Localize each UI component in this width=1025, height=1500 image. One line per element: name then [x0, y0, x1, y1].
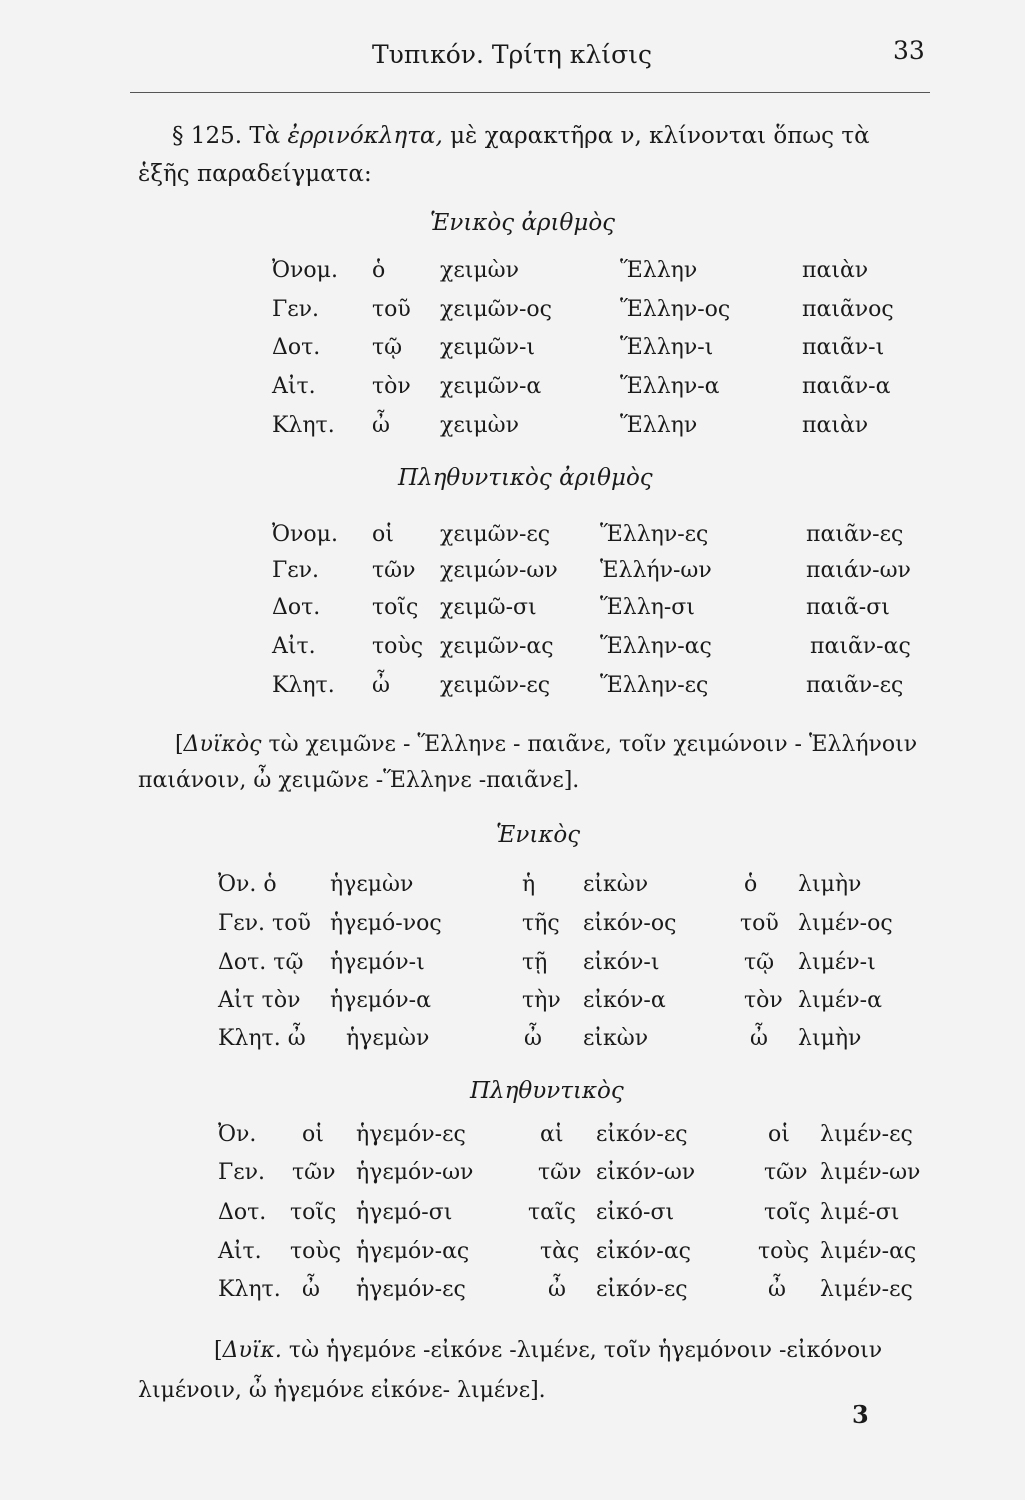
- case-label: Γεν.: [272, 558, 320, 583]
- form-cheimon: χειμὼν: [440, 413, 519, 438]
- intro-term: ἐρρινόκλητα,: [287, 123, 443, 149]
- form-paian: παιὰν: [802, 413, 869, 438]
- form-paian: παιᾶν-α: [802, 374, 891, 399]
- running-title: Τυπικόν. Τρίτη κλίσις: [372, 40, 652, 69]
- article-2: ταῖς: [528, 1200, 576, 1225]
- article: τῷ: [372, 335, 403, 360]
- article-2: τὴν: [522, 988, 561, 1013]
- form-limen: λιμέν-ες: [820, 1277, 913, 1302]
- case-label: Κλητ.: [218, 1277, 281, 1302]
- block2-dual-line-2: λιμένοιν, ὦ ἡγεμόνε εἰκόνε- λιμένε].: [138, 1378, 546, 1403]
- form-eikon: εἰκό-σι: [596, 1200, 675, 1225]
- form-hegemon: ἡγεμόν-ων: [356, 1160, 474, 1185]
- article: τὸν: [372, 374, 411, 399]
- article-2: ὦ: [548, 1277, 566, 1302]
- block2-plural-title: Πληθυντικὸς: [470, 1078, 624, 1104]
- form-paian: παιᾶν-ες: [806, 673, 904, 698]
- form-hellen: Ἑλλήν-ων: [600, 558, 712, 583]
- article-3: τὸν: [744, 988, 783, 1013]
- form-limen: λιμὴν: [798, 872, 862, 897]
- intro-text-before: Τὰ: [249, 123, 288, 149]
- form-eikon: εἰκόν-ων: [596, 1160, 696, 1185]
- article: τοῖς: [372, 595, 419, 620]
- case-article: Ὀν. ὁ: [218, 872, 277, 897]
- article-3: τοὺς: [758, 1239, 810, 1264]
- article-2: τῆς: [522, 911, 560, 936]
- form-eikon: εἰκόν-α: [583, 988, 666, 1013]
- form-cheimon: χειμῶν-ι: [440, 335, 536, 360]
- form-cheimon: χειμῶν-ες: [440, 522, 551, 547]
- form-eikon: εἰκόν-ες: [596, 1277, 688, 1302]
- case-article: Γεν. τοῦ: [218, 911, 311, 936]
- article: ὦ: [302, 1277, 320, 1302]
- article: ὁ: [372, 258, 386, 283]
- article-3: τοῦ: [740, 911, 779, 936]
- form-limen: λιμέν-ι: [798, 950, 876, 975]
- section-mark: § 125.: [172, 123, 243, 149]
- case-article: Δοτ. τῷ: [218, 950, 304, 975]
- article-2: αἱ: [540, 1122, 564, 1147]
- article-3: τῶν: [764, 1160, 808, 1185]
- form-hellen: Ἕλλην-ος: [620, 297, 731, 322]
- article-3: τῷ: [744, 950, 775, 975]
- dual-text: τὼ ἡγεμόνε -εἰκόνε -λιμένε, τοῖν ἡγεμόνοιν -εἰκόνοιν: [281, 1338, 883, 1363]
- form-eikon: εἰκόν-ος: [583, 911, 677, 936]
- form-hegemon: ἡγεμόν-ες: [356, 1277, 466, 1302]
- form-cheimon: χειμῶν-α: [440, 374, 542, 399]
- block1-plural-title: Πληθυντικὸς ἀριθμὸς: [398, 465, 653, 491]
- form-hegemon: ἡγεμὼν: [330, 872, 414, 897]
- form-hegemon: ἡγεμό-νος: [330, 911, 442, 936]
- form-hellen: Ἕλλην: [620, 413, 698, 438]
- form-hellen: Ἕλλη-σι: [600, 595, 695, 620]
- case-label: Αἰτ.: [272, 634, 316, 659]
- article-2: τὰς: [540, 1239, 580, 1264]
- form-limen: λιμέν-ας: [820, 1239, 917, 1264]
- form-eikon: εἰκόν-ας: [596, 1239, 692, 1264]
- header-rule: [130, 92, 930, 93]
- case-label: Ὀνομ.: [272, 522, 338, 547]
- form-hegemon: ἡγεμόν-ας: [356, 1239, 470, 1264]
- form-limen: λιμέ-σι: [820, 1200, 900, 1225]
- case-label: Δοτ.: [218, 1200, 267, 1225]
- case-label: Ὀνομ.: [272, 258, 338, 283]
- case-label: Κλητ.: [272, 413, 335, 438]
- article: ὦ: [372, 673, 390, 698]
- form-hellen: Ἕλλην-ι: [620, 335, 714, 360]
- page-number: 33: [893, 36, 925, 65]
- form-limen: λιμέν-ος: [798, 911, 893, 936]
- block2-dual-line-1: [Δυϊκ. τὼ ἡγεμόνε -εἰκόνε -λιμένε, τοῖν ἡγεμόνοιν -εἰκόνοιν: [214, 1338, 883, 1363]
- block1-dual-line-1: [Δυϊκὸς τὼ χειμῶνε - Ἕλληνε - παιᾶνε, τοῖν χειμώνοιν - Ἑλλήνοιν: [175, 732, 918, 757]
- article: τοῖς: [290, 1200, 337, 1225]
- form-paian: παιάν-ων: [806, 558, 911, 583]
- article: ὦ: [372, 413, 390, 438]
- intro-line-1: [172, 118, 870, 154]
- article-2: ὦ: [524, 1026, 542, 1051]
- form-limen: λιμέν-α: [798, 988, 882, 1013]
- case-article: Αἰτ τὸν: [218, 988, 301, 1013]
- form-cheimon: χειμῶν-ος: [440, 297, 552, 322]
- form-paian: παιᾶν-ες: [806, 522, 904, 547]
- form-paian: παιὰν: [802, 258, 869, 283]
- article-3: ὁ: [744, 872, 758, 897]
- form-hegemon: ἡγεμόν-ες: [356, 1122, 466, 1147]
- block1-singular-title: Ἑνικὸς ἀριθμὸς: [430, 210, 616, 236]
- form-cheimon: χειμῶν-ας: [440, 634, 554, 659]
- case-article: Κλητ. ὦ: [218, 1026, 306, 1051]
- case-label: Δοτ.: [272, 335, 321, 360]
- form-paian: παιᾶν-ας: [810, 634, 911, 659]
- form-limen: λιμέν-ων: [820, 1160, 921, 1185]
- form-limen: λιμέν-ες: [820, 1122, 913, 1147]
- article-3: ὦ: [768, 1277, 786, 1302]
- form-eikon: εἰκὼν: [583, 1026, 649, 1051]
- form-eikon: εἰκόν-ες: [596, 1122, 688, 1147]
- form-paian: παιᾶνος: [802, 297, 894, 322]
- form-paian: παιᾶ-σι: [806, 595, 890, 620]
- form-cheimon: χειμῶν-ες: [440, 673, 551, 698]
- form-hellen: Ἕλλην-ες: [600, 522, 709, 547]
- article-2: ἡ: [522, 872, 536, 897]
- intro-line-2: ἑξῆς παραδείγματα:: [138, 161, 372, 187]
- form-hellen: Ἕλλην: [620, 258, 698, 283]
- article-2: τῇ: [522, 950, 548, 975]
- case-label: Ὀν.: [218, 1122, 257, 1147]
- form-eikon: εἰκόν-ι: [583, 950, 660, 975]
- article: τῶν: [372, 558, 416, 583]
- case-label: Αἰτ.: [272, 374, 316, 399]
- case-label: Γεν.: [272, 297, 320, 322]
- intro-text-after: μὲ χαρακτῆρα ν, κλίνονται ὅπως τὰ: [442, 123, 870, 149]
- article-3: οἱ: [768, 1122, 790, 1147]
- article: τοὺς: [290, 1239, 342, 1264]
- case-label: Κλητ.: [272, 673, 335, 698]
- article: τοὺς: [372, 634, 424, 659]
- dual-label: Δυϊκὸς: [183, 732, 262, 757]
- form-hegemon: ἡγεμὼν: [346, 1026, 430, 1051]
- article-3: τοῖς: [764, 1200, 811, 1225]
- form-hegemon: ἡγεμό-σι: [356, 1200, 453, 1225]
- block2-singular-title: Ἑνικὸς: [496, 822, 581, 848]
- form-hegemon: ἡγεμόν-α: [330, 988, 431, 1013]
- form-cheimon: χειμών-ων: [440, 558, 558, 583]
- article-3: ὦ: [750, 1026, 768, 1051]
- form-cheimon: χειμῶ-σι: [440, 595, 537, 620]
- article: οἱ: [372, 522, 394, 547]
- case-label: Αἰτ.: [218, 1239, 262, 1264]
- form-hegemon: ἡγεμόν-ι: [330, 950, 425, 975]
- form-limen: λιμὴν: [798, 1026, 862, 1051]
- form-paian: παιᾶν-ι: [802, 335, 885, 360]
- article-2: τῶν: [538, 1160, 582, 1185]
- form-hellen: Ἕλλην-α: [620, 374, 720, 399]
- article: τοῦ: [372, 297, 411, 322]
- article: τῶν: [292, 1160, 336, 1185]
- signature-mark: 3: [852, 1400, 869, 1429]
- dual-label: Δυϊκ.: [222, 1338, 282, 1363]
- form-eikon: εἰκὼν: [583, 872, 649, 897]
- case-label: Δοτ.: [272, 595, 321, 620]
- block1-dual-line-2: παιάνοιν, ὦ χειμῶνε -Ἕλληνε -παιᾶνε].: [138, 768, 580, 793]
- form-hellen: Ἕλλην-ες: [600, 673, 709, 698]
- article: οἱ: [302, 1122, 324, 1147]
- case-label: Γεν.: [218, 1160, 266, 1185]
- dual-text: τὼ χειμῶνε - Ἕλληνε - παιᾶνε, τοῖν χειμώνοιν - Ἑλλήνοιν: [261, 732, 918, 757]
- form-hellen: Ἕλλην-ας: [600, 634, 712, 659]
- form-cheimon: χειμὼν: [440, 258, 519, 283]
